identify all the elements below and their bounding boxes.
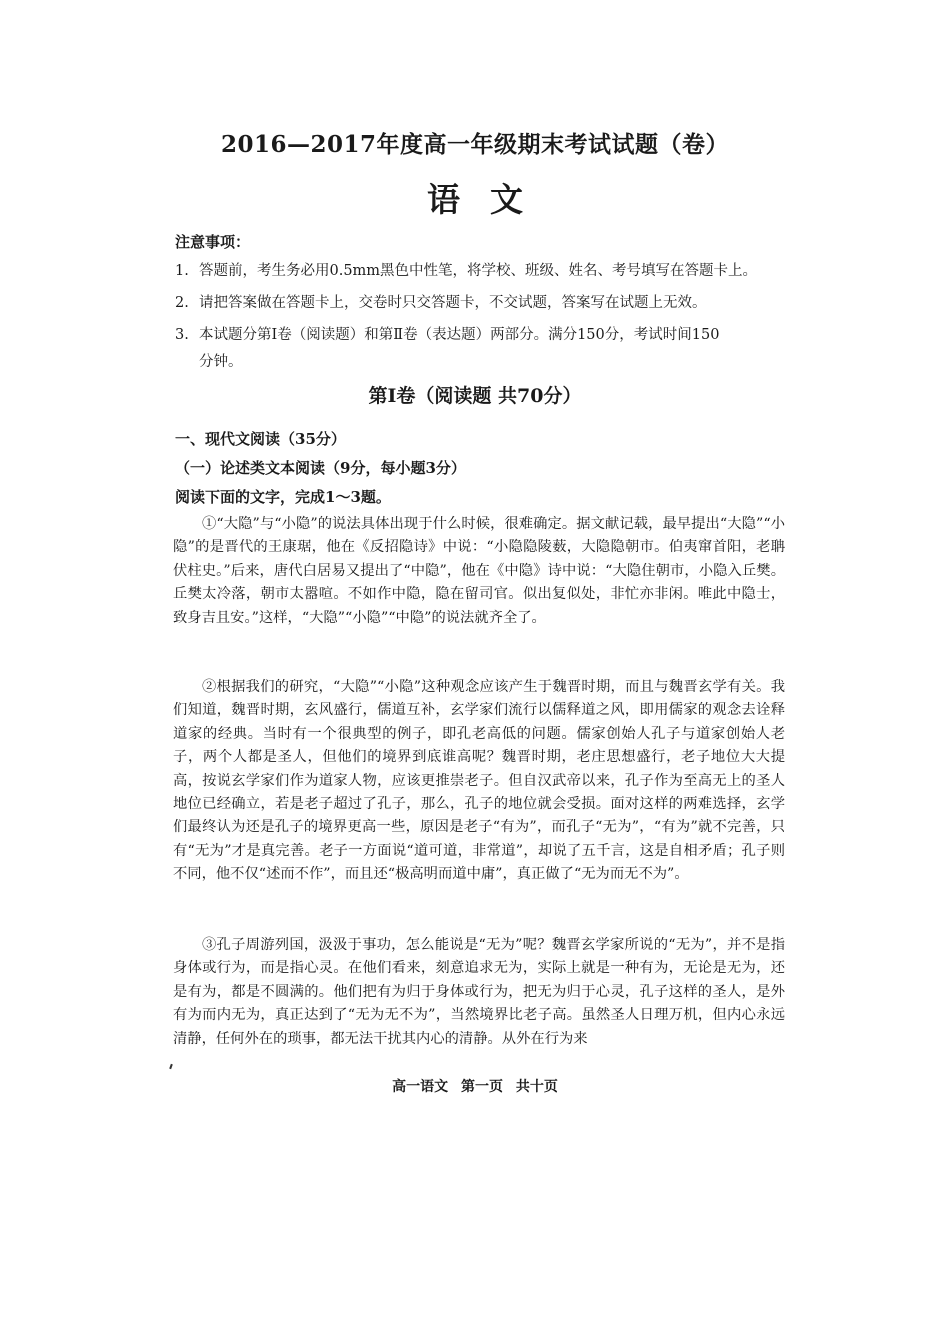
note-number: 2. bbox=[175, 295, 189, 311]
subject-title: 语文 bbox=[427, 180, 553, 219]
note-item bbox=[175, 320, 795, 350]
note-text: 答题前，考生务必用0.5mm黑色中性笔，将学校、班级、姓名、考号填写在答题卡上。 bbox=[199, 263, 758, 279]
note-item bbox=[175, 288, 795, 318]
passage-paragraph: ①“大隐”与“小隐”的说法具体出现于什么时候，很难确定。据文献记载，最早提出“大隐”“小隐”的是晋代的王康琚，他在《反招隐诗》中说：“小隐隐陵薮，大隐隐朝市。伯夷窜首阳，老聃伏柱史。”后来，唐代白居易又提出了“中隐”，他在《中隐》诗中说：“大隐住朝市，小隐入丘樊。丘樊太冷落，朝市太嚣喧。不如作中隐，隐在留司官。似出复似处，非忙亦非闲。唯此中隐士，致身吉且安。”这样，“大隐”“小隐”“中隐”的说法就齐全了。 bbox=[173, 516, 785, 626]
scan-speck bbox=[169, 1064, 173, 1069]
section-heading: 一、现代文阅读（35分） bbox=[175, 430, 346, 448]
passage-paragraph: ②根据我们的研究，“大隐”“小隐”这种观念应该产生于魏晋时期，而且与魏晋玄学有关。我们知道，魏晋时期，玄风盛行，儒道互补，玄学家们流行以儒释道之风，即用儒家的观念去诠释道家的经典。当时有一个很典型的例子，即孔老高低的问题。儒家创始人孔子与道家创始人老子，两个人都是圣人，但他们的境界到底谁高呢？魏晋时期，老庄思想盛行，老子地位大大提高，按说玄学家们作为道家人物，应该更推崇老子。但自汉武帝以来，孔子作为至高无上的圣人地位已经确立，若是老子超过了孔子，那么，孔子的地位就会受损。面对这样的两难选择，玄学们最终认为还是孔子的境界更高一些，原因是老子“有为”，而孔子“无为”，“有为”就不完善，只有“无为”才是真完善。老子一方面说“道可道，非常道”，却说了五千言，这是自相矛盾；孔子则不同，他不仅“述而不作”，而且还“极高明而道中庸”，真正做了“无为而无不为”。 bbox=[173, 679, 785, 883]
exam-title: 2016—2017年度高一年级期末考试试题（卷） bbox=[220, 131, 730, 158]
part-heading: 第Ⅰ卷（阅读题 共70分） bbox=[368, 385, 582, 407]
note-number: 3. bbox=[175, 327, 189, 343]
notes-heading: 注意事项： bbox=[175, 233, 251, 251]
note-continuation: 分钟。 bbox=[199, 354, 243, 370]
reading-instruction: 阅读下面的文字，完成1～3题。 bbox=[175, 488, 391, 506]
note-text: 本试题分第Ⅰ卷（阅读题）和第Ⅱ卷（表达题）两部分。满分150分，考试时间150 bbox=[199, 327, 720, 343]
note-item bbox=[175, 256, 795, 286]
note-number: 1. bbox=[175, 263, 189, 279]
subsection-heading: （一）论述类文本阅读（9分，每小题3分） bbox=[175, 459, 466, 477]
page-footer: 高一语文 第一页 共十页 bbox=[392, 1079, 558, 1095]
note-text: 请把答案做在答题卡上，交卷时只交答题卡，不交试题，答案写在试题上无效。 bbox=[199, 295, 707, 311]
passage-paragraph: ③孔子周游列国，汲汲于事功，怎么能说是“无为”呢？魏晋玄学家所说的“无为”，并不是指身体或行为，而是指心灵。在他们看来，刻意追求无为，实际上就是一种有为，无论是无为，还是有为，都是不圆满的。他们把有为归于身体或行为，把无为归于心灵，孔子这样的圣人，是外有为而内无为，真正达到了“无为无不为”，当然境界比老子高。虽然圣人日理万机，但内心永远清静，任何外在的琐事，都无法干扰其内心的清静。从外在行为来 bbox=[173, 937, 785, 1047]
